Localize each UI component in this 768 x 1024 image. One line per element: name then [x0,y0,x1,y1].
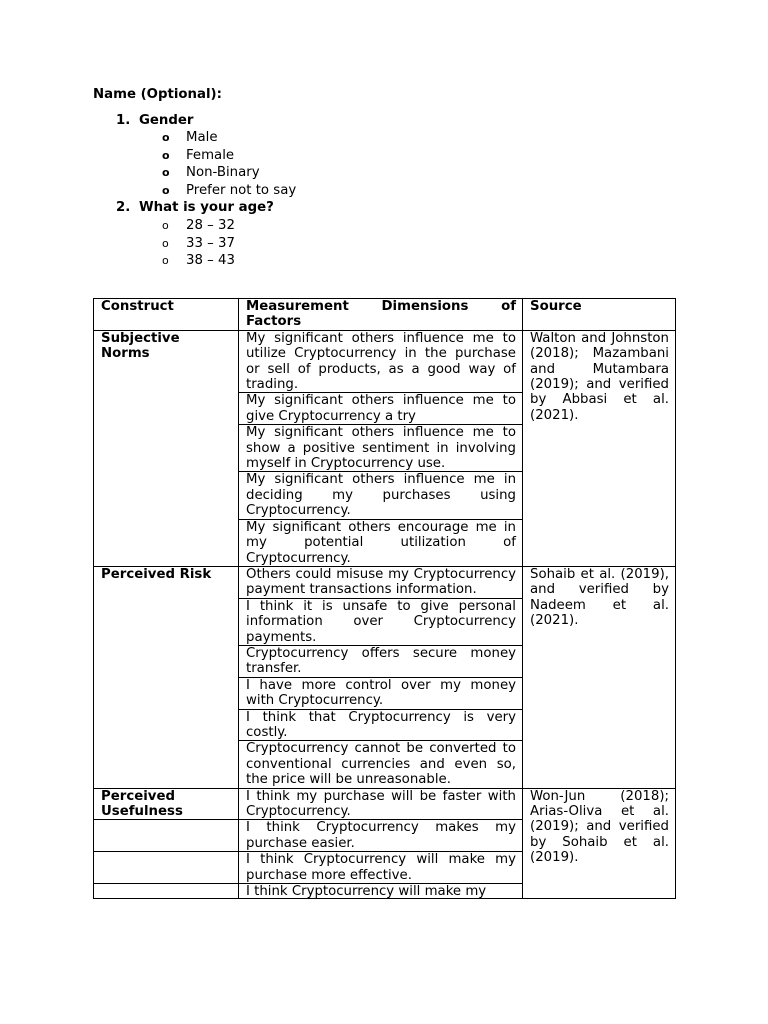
header-measurement: Measurement Dimensions of Factors [239,299,523,331]
measurement-item-cut [239,884,523,899]
construct-perceived-risk: Perceived Risk [94,566,239,788]
measurement-item: My significant others influence me in deciding my purchases using Cryptocurrency. [239,472,523,519]
measurement-item: My significant others influence me to show a positive sentiment in involving myself in Cryptocurrency use. [239,425,523,472]
bullet-icon: o [162,166,170,179]
construct-empty-cell [94,884,239,899]
table-row [94,566,676,598]
option-label: Prefer not to say [186,183,297,198]
measurement-item: I think it is unsafe to give personal information over Cryptocurrency payments. [239,598,523,645]
option-label: Non-Binary [186,165,260,180]
option-non-binary [162,165,260,180]
measurement-item: I think Cryptocurrency makes my purchase easier. [239,820,523,852]
bullet-icon: o [162,219,169,232]
option-prefer-not-to-say [162,183,296,198]
bullet-icon: o [162,184,170,197]
source-perceived-risk: Sohaib et al. (2019), and verified by Nadeem et al. (2021). [523,566,676,788]
header-source: Source [523,299,676,331]
construct-empty-cell [94,820,239,852]
option-label: 33 – 37 [186,236,235,251]
measurement-table [93,298,676,899]
option-label: Male [186,130,218,145]
construct-perceived-usefulness: Perceived Usefulness [94,788,239,820]
measurement-item: I think my purchase will be faster with Cryptocurrency. [239,788,523,820]
option-age-38-43 [162,253,235,268]
question-label: Gender [139,113,194,128]
construct-subjective-norms: Subjective Norms [94,330,239,566]
option-label: Female [186,148,235,163]
measurement-item: I think Cryptocurrency will make my purchase more effective. [239,852,523,884]
bullet-icon: o [162,131,170,144]
bullet-icon: o [162,254,169,267]
question-number: 2. [116,200,131,215]
measurement-item: Cryptocurrency offers secure money transfer. [239,645,523,677]
source-perceived-usefulness: Won-Jun (2018); Arias-Oliva et al. (2019); and verified by Sohaib et al. (2019). [523,788,676,898]
question-label: What is your age? [139,200,274,215]
option-female [162,148,234,163]
measurement-item: My significant others encourage me in my potential utilization of Cryptocurrency. [239,519,523,566]
measurement-item: Cryptocurrency cannot be converted to conventional currencies and even so, the price will be unreasonable. [239,741,523,788]
header-construct: Construct [94,299,239,331]
measurement-item: I have more control over my money with Cryptocurrency. [239,677,523,709]
source-subjective-norms: Walton and Johnston (2018); Mazambani and Mutambara (2019); and verified by Abbasi et al. (2021). [523,330,676,566]
measurement-item: Others could misuse my Cryptocurrency payment transactions information. [239,566,523,598]
option-age-33-37 [162,236,235,251]
measurement-item: My significant others influence me to utilize Cryptocurrency in the purchase or sell of products, as a good way of trading. [239,330,523,393]
construct-empty-cell [94,852,239,884]
option-age-28-32 [162,218,235,233]
bullet-icon: o [162,149,170,162]
question-gender [116,113,194,128]
option-male [162,130,218,145]
question-number: 1. [116,113,131,128]
bullet-icon: o [162,237,169,250]
option-label: 28 – 32 [186,218,235,233]
table-row [94,330,676,393]
option-label: 38 – 43 [186,253,235,268]
name-optional-label: Name (Optional): [93,87,222,102]
table-header-row [94,299,676,331]
measurement-item: I think that Cryptocurrency is very costly. [239,709,523,741]
measurement-item: I think Cryptocurrency will make my [246,884,487,899]
question-age [116,200,274,215]
table-row [94,788,676,820]
measurement-item: My significant others influence me to give Cryptocurrency a try [239,393,523,425]
